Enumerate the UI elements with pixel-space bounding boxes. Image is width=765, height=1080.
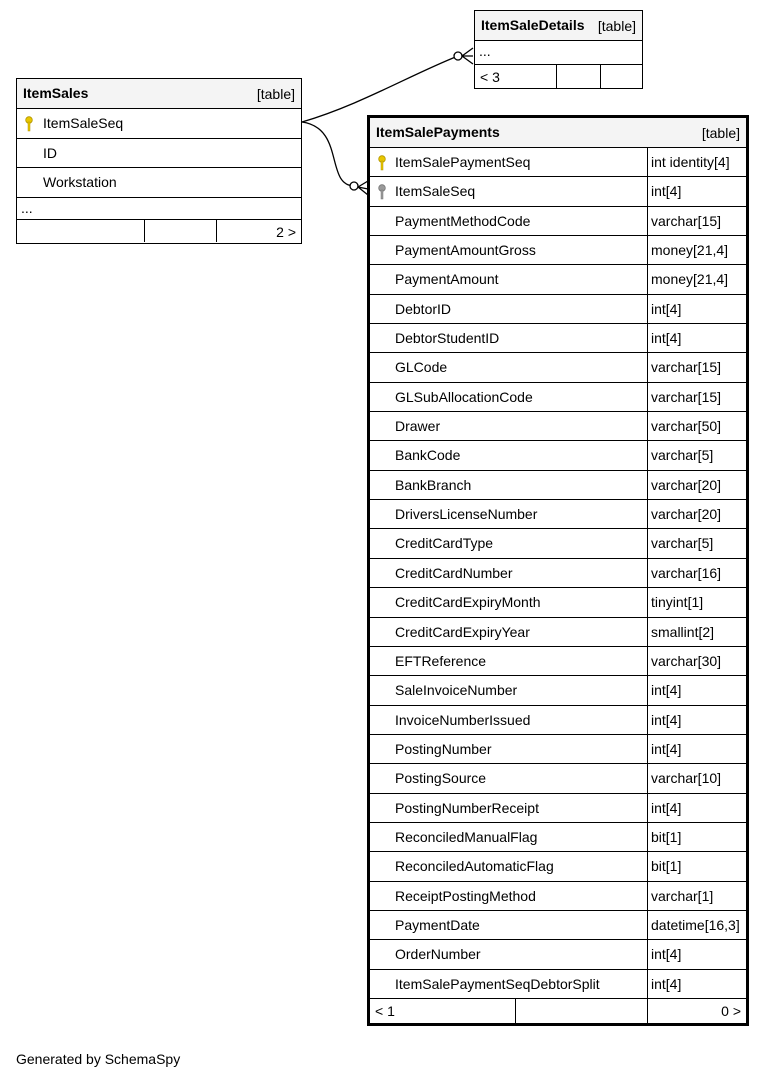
column-name: PaymentDate [395,916,480,933]
column-name: ReceiptPostingMethod [395,887,536,904]
column-name: ReconciledManualFlag [395,828,538,845]
parents-count[interactable]: < 1 [375,1002,395,1019]
column-row[interactable] [370,148,746,177]
column-row[interactable] [370,940,746,969]
table-footer [17,220,301,242]
column-type: varchar[20] [647,471,746,499]
table-name[interactable]: ItemSales [23,85,89,101]
column-row[interactable] [17,109,301,139]
column-row[interactable] [370,559,746,588]
parents-count[interactable]: < 3 [480,69,500,85]
column-row[interactable] [370,764,746,793]
column-row[interactable] [370,588,746,617]
column-row[interactable] [370,471,746,500]
table-kind: [table] [701,125,740,141]
column-row[interactable] [370,441,746,470]
column-name: OrderNumber [395,946,481,963]
column-type: int[4] [647,940,746,968]
column-type: varchar[50] [647,412,746,440]
link-itemsales-to-itemsaledetails [302,56,458,122]
column-type: varchar[5] [647,529,746,557]
column-row[interactable] [370,500,746,529]
column-name: ID [43,144,57,161]
column-name: ItemSaleSeq [43,115,124,131]
column-type: int[4] [647,676,746,704]
column-name: BankCode [395,447,461,464]
column-name: PostingNumber [395,740,492,757]
column-row[interactable] [370,676,746,705]
table-header [475,11,642,41]
column-type: tinyint[1] [647,588,746,616]
column-name: GLCode [395,359,448,376]
column-row[interactable] [370,852,746,881]
column-name: ItemSaleSeq [395,183,476,200]
primary-key-icon [25,116,33,132]
column-row[interactable] [17,139,301,169]
column-type: varchar[20] [647,500,746,528]
column-row[interactable] [370,383,746,412]
column-type: int[4] [647,794,746,822]
column-name: PostingSource [395,770,487,787]
table-kind: [table] [597,18,636,34]
column-type: datetime[16,3] [647,911,746,939]
column-row[interactable] [370,735,746,764]
column-row[interactable] [370,236,746,265]
column-type: bit[1] [647,852,746,880]
column-name: ItemSalePaymentSeq [395,154,531,170]
footer-cell [647,999,746,1023]
column-row[interactable] [370,353,746,382]
table-header [370,118,746,148]
column-type: int identity[4] [647,148,746,176]
crowfoot-marker [462,48,473,64]
children-count[interactable]: 0 > [721,1002,741,1019]
itemsales-table[interactable] [16,78,302,244]
footer-cell [556,65,600,88]
table-header [17,79,301,109]
zero-cardinality-marker [454,52,462,60]
column-name: EFTReference [395,652,487,669]
foreign-key-icon [378,184,386,200]
column-name: DriversLicenseNumber [395,506,538,523]
column-row[interactable] [370,970,746,999]
column-row[interactable] [370,295,746,324]
column-type: bit[1] [647,823,746,851]
table-kind: [table] [256,86,295,102]
column-row[interactable] [370,823,746,852]
column-row[interactable] [17,168,301,198]
zero-cardinality-marker [350,182,358,190]
children-count[interactable]: 2 > [276,223,296,240]
footer-cell [600,65,642,88]
table-name[interactable]: ItemSaleDetails [481,17,585,33]
column-name: PaymentAmount [395,271,499,288]
column-type: varchar[16] [647,559,746,587]
more-columns-ellipsis [475,41,642,65]
footer-cell [216,220,301,242]
column-type: int[4] [647,295,746,323]
column-type: varchar[15] [647,383,746,411]
column-type: varchar[15] [647,353,746,381]
column-type: smallint[2] [647,618,746,646]
column-name: InvoiceNumberIssued [395,711,531,728]
more-columns-ellipsis [17,198,301,220]
column-type: varchar[15] [647,207,746,235]
column-name: DebtorID [395,300,452,317]
column-name: CreditCardExpiryMonth [395,594,541,611]
column-name: PaymentMethodCode [395,212,531,229]
column-name: Drawer [395,418,441,435]
footer-cell [144,220,216,242]
column-row[interactable] [370,706,746,735]
column-row[interactable] [370,618,746,647]
column-row[interactable] [370,207,746,236]
generated-by-credit: Generated by SchemaSpy [16,1051,181,1067]
column-name: CreditCardNumber [395,564,513,581]
column-name: CreditCardExpiryYear [395,623,530,640]
column-type: varchar[1] [647,882,746,910]
column-row[interactable] [370,324,746,353]
column-type: money[21,4] [647,236,746,264]
column-name: PaymentAmountGross [395,242,536,259]
link-itemsales-to-itemsalepayments [302,122,354,186]
column-row[interactable] [370,412,746,441]
primary-key-icon [378,155,386,171]
column-row[interactable] [370,177,746,206]
column-name: Workstation [43,174,117,190]
ellipsis-text: ... [479,43,491,59]
column-type: money[21,4] [647,265,746,293]
column-type: int[4] [647,735,746,763]
column-type: int[4] [647,324,746,352]
column-name: BankBranch [395,476,472,493]
column-name: PostingNumberReceipt [395,799,539,816]
column-type: int[4] [647,706,746,734]
column-row[interactable] [370,911,746,940]
column-name: CreditCardType [395,535,494,552]
column-name: GLSubAllocationCode [395,388,533,405]
table-name[interactable]: ItemSalePayments [376,124,500,140]
column-row[interactable] [370,647,746,676]
footer-cell [515,999,647,1023]
column-row[interactable] [370,882,746,911]
column-name: SaleInvoiceNumber [395,682,518,699]
itemsalepayments-table[interactable] [367,115,749,1026]
column-type: varchar[10] [647,764,746,792]
column-type: varchar[5] [647,441,746,469]
table-footer [475,65,642,88]
column-name: ItemSalePaymentSeqDebtorSplit [395,975,600,992]
column-list [370,148,746,999]
column-type: int[4] [647,970,746,998]
itemsaledetails-table[interactable] [474,10,643,89]
column-type: varchar[30] [647,647,746,675]
column-name: ReconciledAutomaticFlag [395,858,554,875]
column-row[interactable] [370,794,746,823]
column-row[interactable] [370,265,746,294]
column-type: int[4] [647,177,746,205]
column-row[interactable] [370,529,746,558]
table-footer [370,999,746,1023]
ellipsis-text: ... [21,199,33,216]
column-name: DebtorStudentID [395,330,500,347]
